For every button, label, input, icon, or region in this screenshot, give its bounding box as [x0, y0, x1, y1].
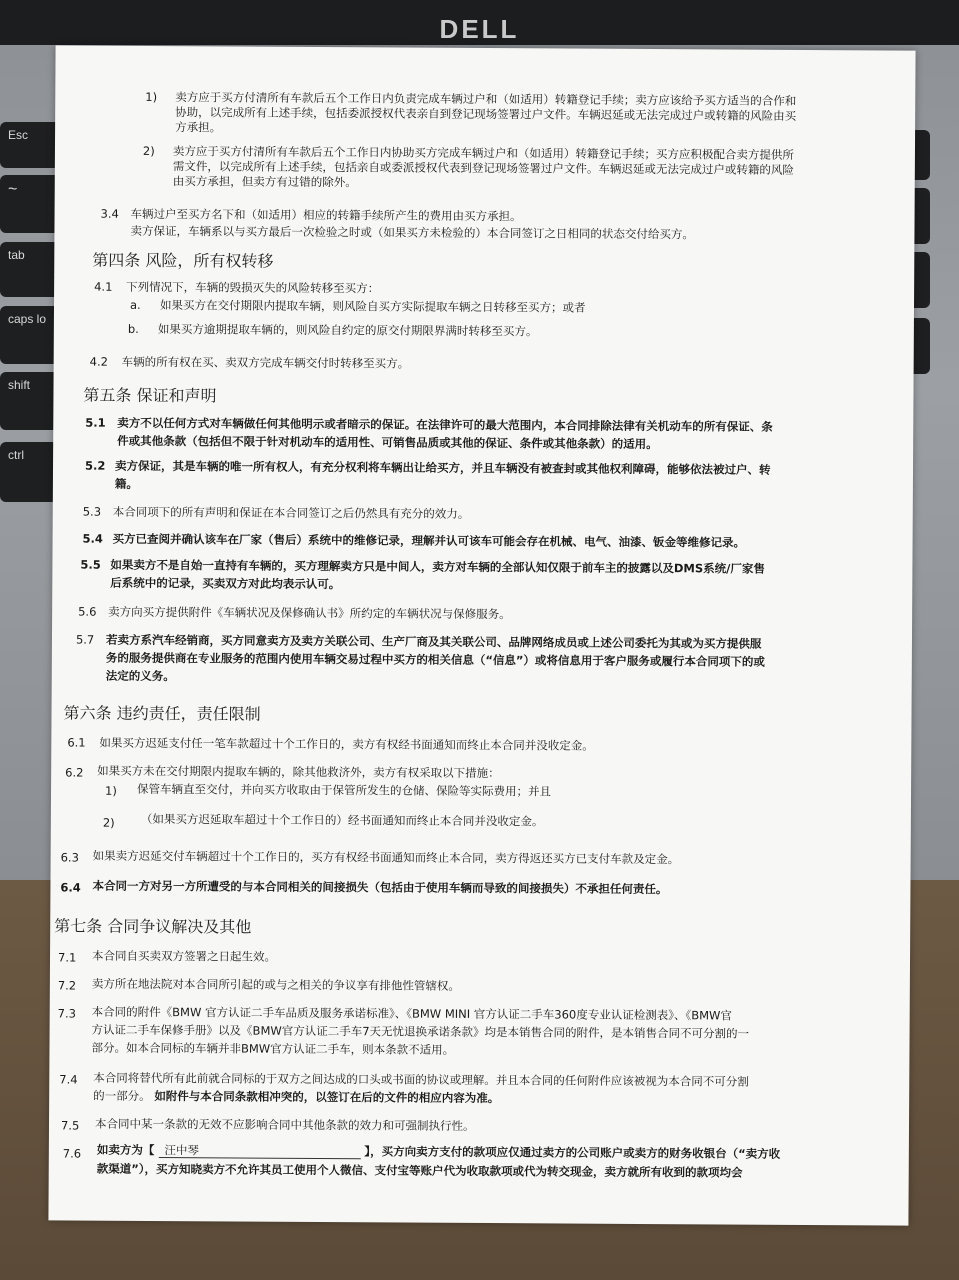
clause-5-1-number: 5.1 [85, 415, 106, 430]
clause-4-2-number: 4.2 [89, 354, 109, 369]
clause-7-4-line-2 [93, 1089, 499, 1105]
clause-6-2-2-number: 2) [102, 815, 115, 830]
clause-7-4-part-2: 如附件与本合同条款相冲突的，以签订在后的文件的相应内容为准。 [154, 1089, 500, 1106]
contract-page [48, 45, 915, 1225]
clause-3-3-2-line-3: 由买方承担，但卖方有过错的除外。 [172, 174, 357, 190]
clause-3-3-1-line-1: 卖方应于买方付清所有车款后五个工作日内负责完成车辆过户和（如适用）转籍登记手续；卖方应该给予买方适当的合作和 [175, 90, 797, 108]
article-5-heading: 第五条 保证和声明 [83, 385, 217, 406]
clause-7-6-prefix: 如卖方为【 [96, 1142, 155, 1158]
caps-lock-key: caps lo [0, 306, 62, 364]
clause-7-3-number: 7.3 [57, 1006, 77, 1021]
dell-logo: DELL [439, 14, 520, 44]
clause-6-1-number: 6.1 [67, 735, 86, 750]
clause-6-2-1-text: 保管车辆直至交付，并向买方收取由于保管所发生的仓储、保险等实际费用；并且 [137, 781, 552, 799]
clause-6-3-text: 如果卖方迟延交付车辆超过十个工作日的，买方有权经书面通知而终止本合同，卖方得返还买方已支付车款及定金。 [92, 848, 680, 867]
clause-7-3-line-2: 方认证二手车保修手册》以及《BMW官方认证二手车7天无忧退换承诺条款》均是本销售合同的附件，是本销售合同不可分割的一 [91, 1022, 750, 1041]
clause-4-1-b-text: 如果买方逾期提取车辆的，则风险自约定的原交付期限界满时转移至买方。 [157, 322, 538, 339]
tilde-key: ~ [0, 175, 62, 233]
clause-5-5-line-2: 后系统中的记录，买卖双方对此均表示认可。 [110, 575, 341, 592]
clause-5-2-line-2: 籍。 [114, 476, 138, 491]
clause-3-4-number: 3.4 [100, 206, 119, 221]
clause-3-3-2-number: 2) [142, 143, 155, 158]
clause-7-1-text: 本合同自买卖双方签署之日起生效。 [91, 948, 277, 964]
clause-3-4-line-1: 车辆过户至买方名下和（如适用）相应的转籍手续所产生的费用由买方承担。 [130, 206, 522, 224]
clause-7-5-number: 7.5 [60, 1118, 80, 1133]
clause-5-7-line-2: 务的服务提供商在专业服务的范围内使用车辆交易过程中买方的相关信息（“信息”）或将信息用于客户服务或履行本合同项下的或 [105, 650, 765, 669]
clause-5-2-number: 5.2 [84, 458, 106, 473]
clause-6-2-1-number: 1) [105, 783, 117, 798]
clause-5-7-line-3: 法定的义务。 [105, 668, 175, 684]
shift-key: shift [0, 372, 62, 430]
clause-5-7-number: 5.7 [75, 632, 95, 647]
clause-7-5-text: 本合同中某一条款的无效不应影响合同中其他条款的效力和可强制执行性。 [94, 1116, 475, 1133]
clause-5-6-text: 卖方向买方提供附件《车辆状况及保修确认书》所约定的车辆状况与保修服务。 [108, 604, 511, 622]
clause-4-1-a-label: a. [129, 297, 141, 312]
clause-6-2-number: 6.2 [65, 765, 84, 780]
clause-4-1-number: 4.1 [94, 279, 113, 294]
clause-7-2-text: 卖方所在地法院对本合同所引起的或与之相关的争议享有排他性管辖权。 [91, 976, 460, 993]
clause-3-3-2-line-1: 卖方应于买方付清所有车款后五个工作日内协助买方完成车辆过户和（如适用）转籍登记手续；买方应积极配合卖方提供所 [172, 144, 794, 162]
clause-5-6-number: 5.6 [78, 604, 97, 619]
ctrl-key: ctrl [0, 442, 62, 502]
clause-7-6-line-2: 款渠道”），买方知晓卖方不允许其员工使用个人微信、支付宝等账户代为收取款项或代为转交现金，卖方就所有收到的款项均会 [96, 1161, 743, 1180]
clause-3-3-1-number: 1) [145, 89, 158, 105]
clause-5-5-number: 5.5 [80, 557, 101, 572]
clause-4-1-text: 下列情况下，车辆的毁损灭失的风险转移至买方： [126, 279, 380, 296]
esc-key: Esc [0, 122, 62, 168]
clause-6-3-number: 6.3 [60, 850, 79, 865]
clause-5-2-line-1: 卖方保证，其是车辆的唯一所有权人，有充分权利将车辆出让给买方，并且车辆没有被查封或其他权利障碍，能够依法被过户、转 [114, 458, 771, 477]
clause-6-2-2-text: （如果买方迟延取车超过十个工作日的）经书面通知而终止本合同并没收定金。 [140, 811, 544, 829]
article-4-heading: 第四条 风险，所有权转移 [92, 250, 274, 271]
clause-6-4-text: 本合同一方对另一方所遭受的与本合同相关的间接损失（包括由于使用车辆而导致的间接损失）不承担任何责任。 [92, 878, 668, 897]
article-6-heading: 第六条 违约责任，责任限制 [63, 703, 261, 724]
clause-3-4-line-2: 卖方保证，车辆系以与买方最后一次检验之时或（如果买方未检验的）本合同签订之日相同的状态交付给买方。 [130, 223, 694, 242]
clause-7-4-part-1: 的一部分。 [93, 1088, 151, 1103]
clause-7-2-number: 7.2 [57, 978, 77, 993]
clause-6-4-number: 6.4 [60, 880, 81, 895]
clause-3-3-2-line-2: 需文件，以完成所有上述手续，包括亲自或委派授权代表到登记现场签署过户文件。车辆迟延或无法完成过户或转籍的风险 [172, 159, 794, 177]
clause-5-7-line-1: 若卖方系汽车经销商，买方同意卖方及卖方关联公司、生产厂商及其关联公司、品牌网络成员或上述公司委托为其或为买方提供服 [105, 632, 762, 651]
clause-3-3-1-line-3: 方承担。 [175, 120, 222, 135]
clause-5-3-number: 5.3 [82, 504, 102, 519]
clause-7-3-line-1: 本合同的附件《BMW 官方认证二手车品质及服务承诺标准》、《BMW MINI 官方认证二手车360度专业认证检测表》、《BMW官 [91, 1004, 733, 1023]
clause-4-1-a-text: 如果买方在交付期限内提取车辆，则风险自买方实际提取车辆之日转移至买方；或者 [159, 298, 586, 315]
clause-5-1-line-1: 卖方不以任何方式对车辆做任何其他明示或者暗示的保证。在法律许可的最大范围内，本合同排除法律有关机动车的所有保证、条 [117, 415, 773, 434]
clause-7-1-number: 7.1 [57, 950, 77, 965]
clause-6-2-text: 如果买方未在交付期限内提取车辆的，除其他救济外，卖方有权采取以下措施： [97, 763, 500, 781]
clause-7-6-suffix: 】，买方向卖方支付的款项应仅通过卖方的公司账户或卖方的财务收银台（“卖方收 [364, 1144, 781, 1161]
clause-7-6-number: 7.6 [62, 1146, 82, 1161]
clause-7-3-line-3: 部分。如本合同标的车辆并非BMW官方认证二手车，则本条款不适用。 [91, 1040, 455, 1057]
clause-7-4-line-1: 本合同将替代所有此前就合同标的于双方之间达成的口头或书面的协议或理解。并且本合同的任何附件应该被视为本合同不可分割 [93, 1070, 749, 1089]
clause-5-4-text: 买方已查阅并确认该车在厂家（售后）系统中的维修记录，理解并认可该车可能会存在机械、电气、油漆、钣金等维修记录。 [112, 531, 746, 550]
clause-4-1-b-label: b. [127, 321, 139, 336]
clause-5-3-text: 本合同项下的所有声明和保证在本合同签订之后仍然具有充分的效力。 [112, 504, 470, 521]
clause-5-5-line-1: 如果卖方不是自始一直持有车辆的，买方理解卖方只是中间人，卖方对车辆的全部认知仅限于前车主的披露以及DMS系统/厂家售 [110, 557, 765, 576]
clause-6-1-text: 如果买方迟延支付任一笔车款超过十个工作日的，卖方有权经书面通知而终止本合同并没收定金。 [99, 735, 594, 753]
tab-key: tab [0, 242, 62, 297]
article-7-heading: 第七条 合同争议解决及其他 [54, 916, 252, 937]
clause-5-4-number: 5.4 [82, 531, 104, 546]
clause-7-4-number: 7.4 [59, 1072, 78, 1087]
clause-4-2-text: 车辆的所有权在买、卖双方完成车辆交付时转移至买方。 [121, 354, 410, 371]
clause-5-1-line-2: 件或其他条款（包括但不限于针对机动车的适用性、可销售品质或其他的保证、条件或其他条款）的适用。 [117, 433, 658, 452]
seller-name-field: 汪中琴 [158, 1143, 360, 1159]
clause-7-6-line-1 [97, 1143, 780, 1162]
clause-3-3-1-line-2: 协助，以完成所有上述手续，包括委派授权代表亲自到登记现场签署过户文件。车辆迟延或无法完成过户或转籍的风险由买 [175, 105, 797, 123]
